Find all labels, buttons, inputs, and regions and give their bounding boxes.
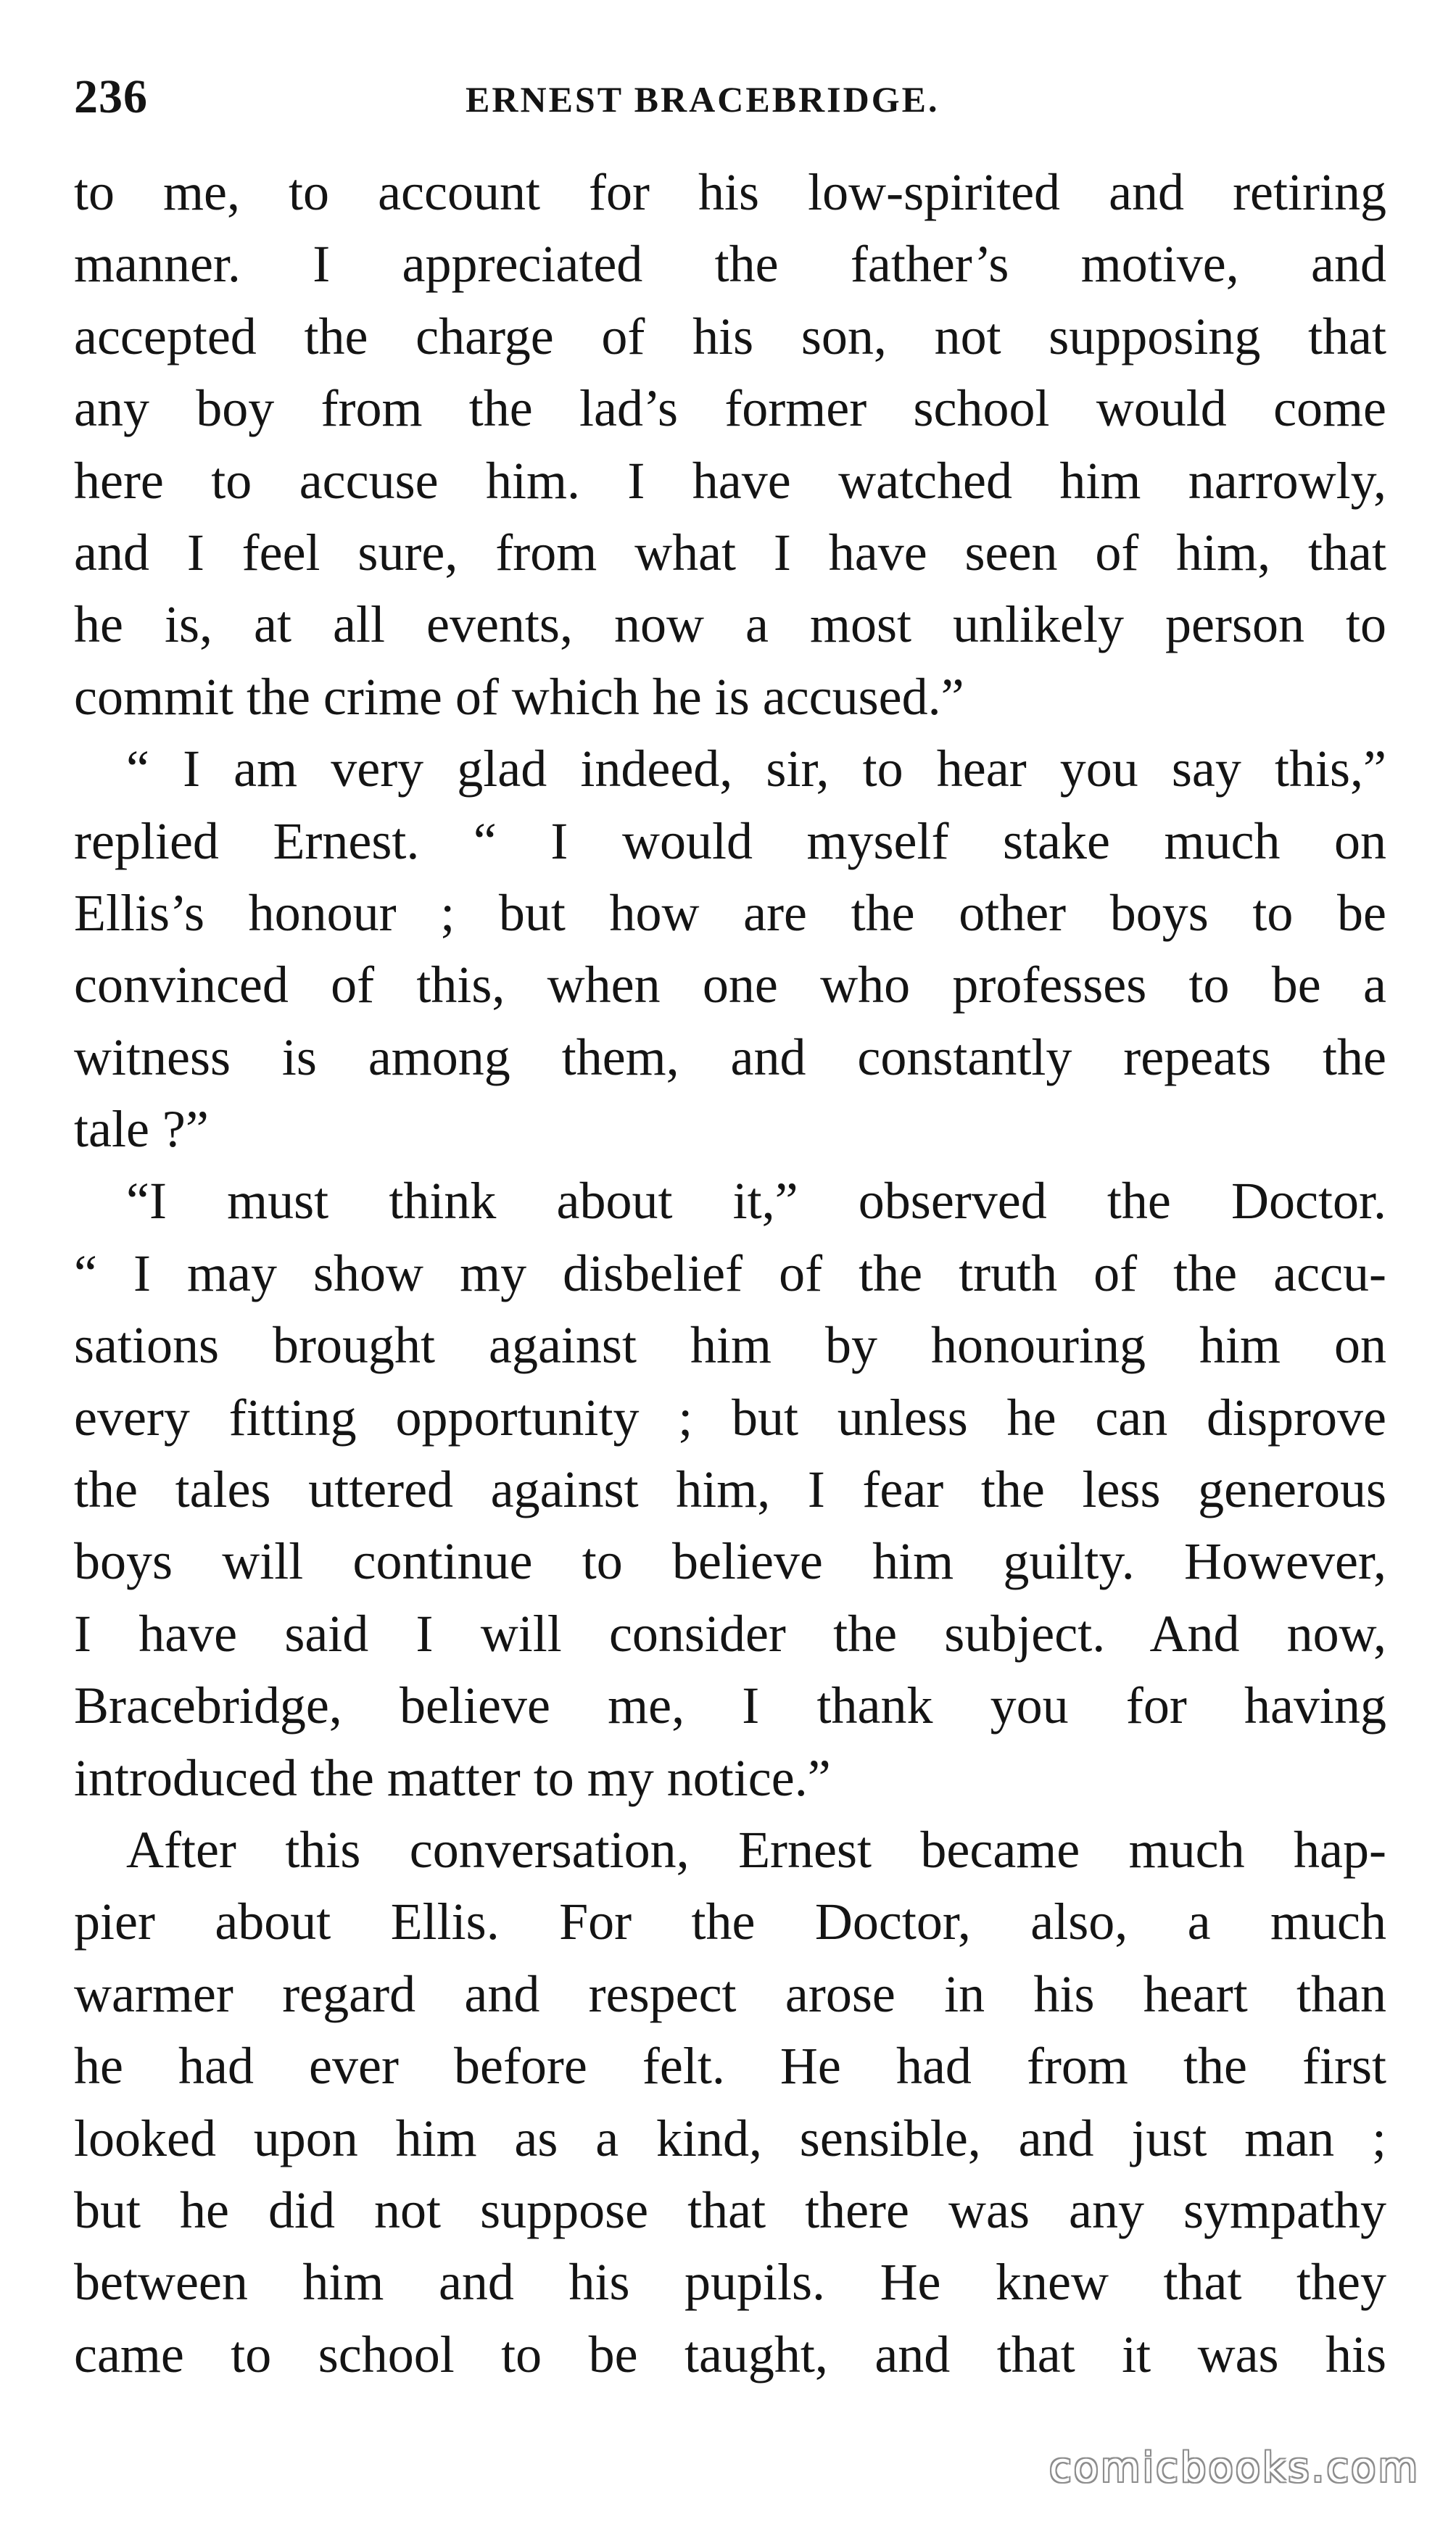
text-line: convinced of this, when one who professes to be a bbox=[74, 956, 1386, 1014]
text-line: any boy from the lad’s former school would come bbox=[74, 379, 1386, 438]
text-line: commit the crime of which he is accused.” bbox=[74, 667, 964, 726]
text-line: replied Ernest. “ I would myself stake much on bbox=[74, 811, 1386, 870]
text-line: witness is among them, and constantly repeats the bbox=[74, 1028, 1386, 1086]
text-line: boys will continue to believe him guilty. However, bbox=[74, 1532, 1386, 1591]
running-title: ERNEST BRACEBRIDGE. bbox=[466, 79, 940, 120]
page-number: 236 bbox=[74, 70, 148, 123]
text-line: manner. I appreciated the father’s motive, and bbox=[74, 235, 1386, 294]
text-line: After this conversation, Ernest became much hap- bbox=[126, 1820, 1386, 1879]
text-line: “ I am very glad indeed, sir, to hear you say this,” bbox=[126, 740, 1386, 798]
text-line: he had ever before felt. He had from the first bbox=[74, 2037, 1386, 2096]
text-line: here to accuse him. I have watched him narrowly, bbox=[74, 451, 1386, 510]
text-line: “I must think about it,” observed the Doctor. bbox=[126, 1172, 1386, 1231]
text-line: the tales uttered against him, I fear the less generous bbox=[74, 1460, 1386, 1519]
text-line: pier about Ellis. For the Doctor, also, a much bbox=[74, 1893, 1386, 1951]
text-line: sations brought against him by honouring him on bbox=[74, 1316, 1386, 1375]
text-line: every fitting opportunity ; but unless he can disprove bbox=[74, 1388, 1386, 1447]
text-line: came to school to be taught, and that it was his bbox=[74, 2325, 1386, 2384]
text-line: “ I may show my disbelief of the truth of the accu- bbox=[74, 1244, 1386, 1302]
text-line: accepted the charge of his son, not supposing that bbox=[74, 307, 1386, 365]
text-line: Ellis’s honour ; but how are the other boys to be bbox=[74, 883, 1386, 942]
text-line: I have said I will consider the subject. And now, bbox=[74, 1604, 1386, 1663]
text-line: introduced the matter to my notice.” bbox=[74, 1748, 831, 1807]
text-line: looked upon him as a kind, sensible, and just man ; bbox=[74, 2109, 1386, 2167]
text-line: he is, at all events, now a most unlikely person to bbox=[74, 595, 1386, 654]
text-line: between him and his pupils. He knew that they bbox=[74, 2253, 1386, 2312]
page-header bbox=[74, 70, 1386, 135]
text-line: warmer regard and respect arose in his heart than bbox=[74, 1964, 1386, 2023]
text-line: but he did not suppose that there was any sympathy bbox=[74, 2180, 1386, 2239]
text-line: tale ?” bbox=[74, 1100, 209, 1159]
watermark: comicbooks.com bbox=[1048, 2444, 1420, 2492]
text-line: Bracebridge, believe me, I thank you for having bbox=[74, 1676, 1386, 1735]
body-text bbox=[74, 157, 1386, 2391]
text-line: to me, to account for his low-spirited and retiring bbox=[74, 163, 1386, 221]
text-line: and I feel sure, from what I have seen of him, that bbox=[74, 523, 1386, 582]
